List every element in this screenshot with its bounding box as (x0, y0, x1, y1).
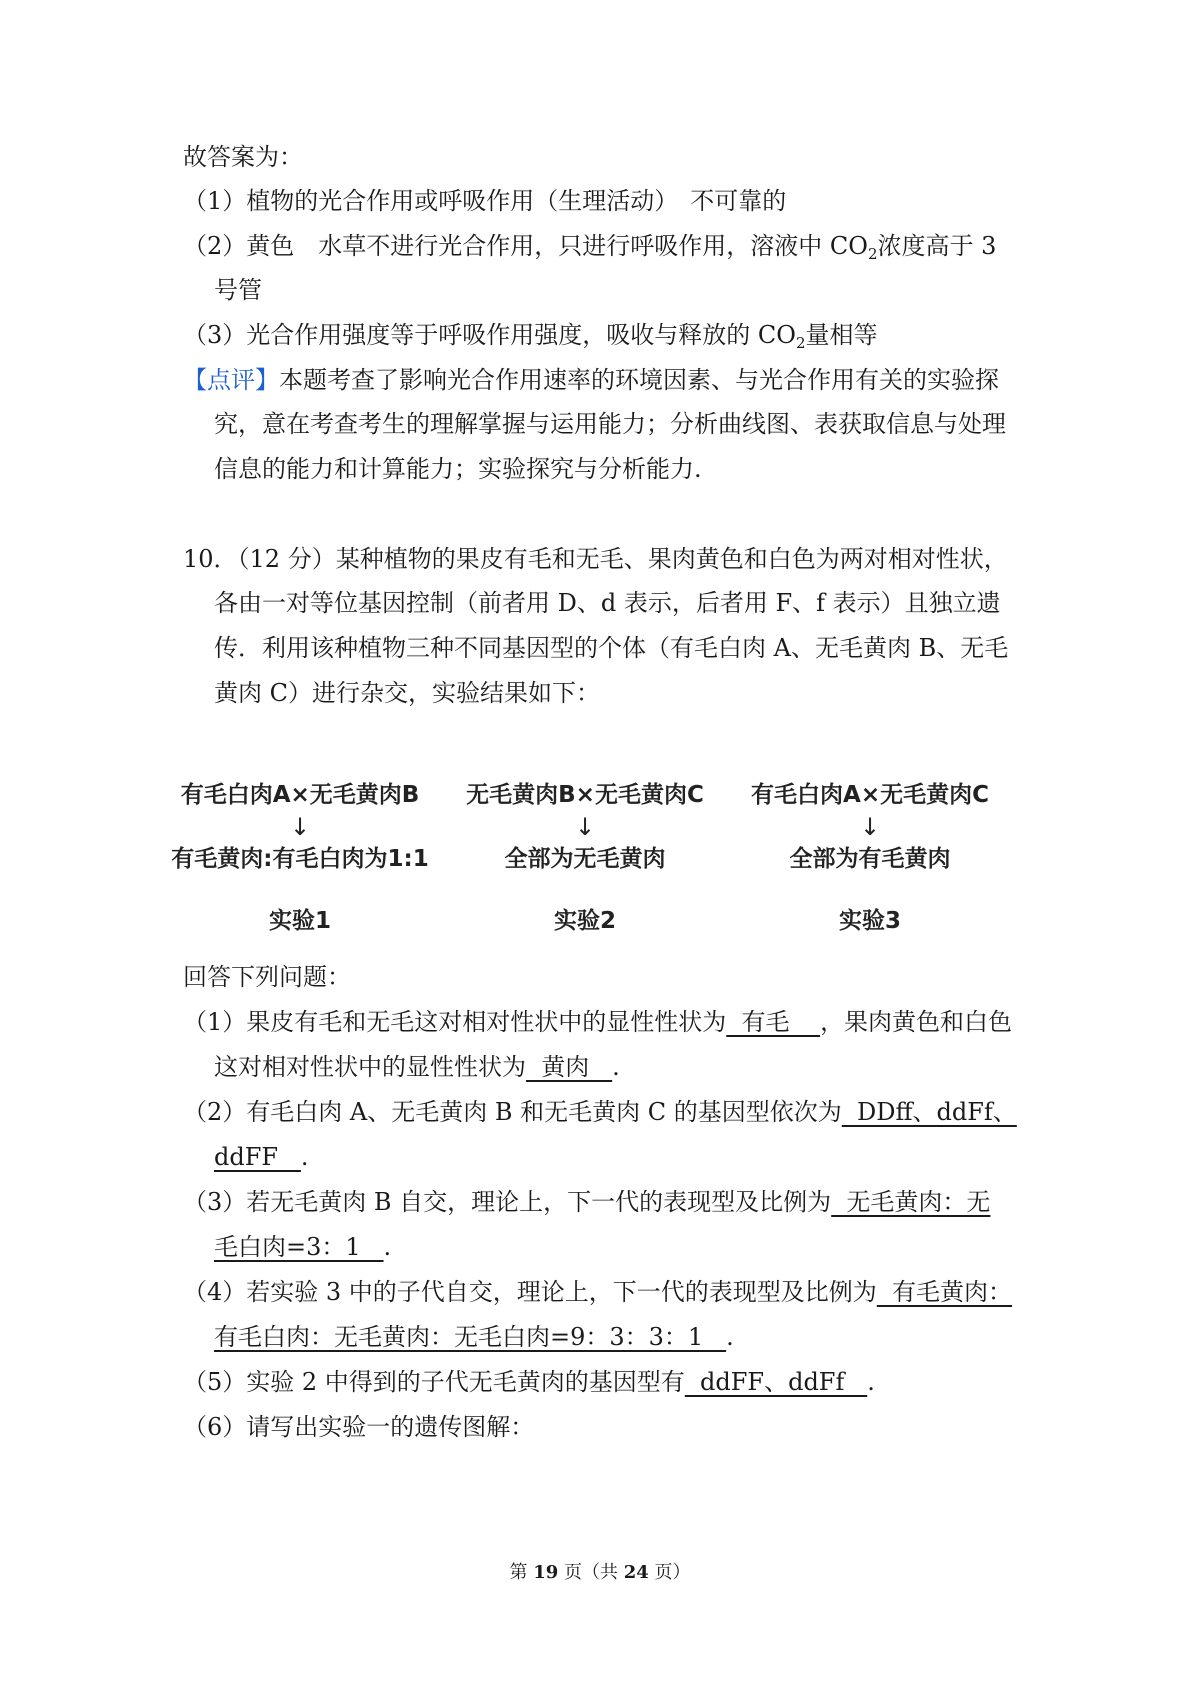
result-label: 全部为无毛黄肉 (504, 846, 666, 872)
q4-end: . (726, 1323, 734, 1351)
q5-text: （5）实验 2 中得到的子代无毛黄肉的基因型有 (183, 1368, 685, 1396)
answer-2-text-end: 浓度高于 3 (877, 232, 997, 260)
page-number: 19 (533, 1562, 559, 1583)
answer-q3-cont (214, 1230, 391, 1264)
down-arrow-icon: ↓ (859, 813, 881, 841)
answer-1: （1）植物的光合作用或呼吸作用（生理活动） 不可靠的 (183, 187, 787, 215)
q4-fill: 有毛黄肉： (876, 1278, 1013, 1306)
q4-text: （4）若实验 3 中的子代自交，理论上，下一代的表现型及比例为 (183, 1278, 877, 1306)
answer-2-cont: 号管 (214, 276, 262, 304)
cross-label: 无毛黄肉B×无毛黄肉C (466, 782, 704, 808)
q3-fill: 无毛黄肉：无 (831, 1188, 991, 1216)
experiment-diagram-3 (720, 778, 1020, 938)
q2-fill: DDff、ddFf、 (841, 1098, 1017, 1126)
comment-label: 【点评】 (183, 366, 279, 394)
result-label: 全部为有毛黄肉 (789, 846, 951, 872)
q3-text: （3）若无毛黄肉 B 自交，理论上，下一代的表现型及比例为 (183, 1188, 832, 1216)
experiment-diagram-1 (150, 778, 450, 938)
q1-text-cont: 这对相对性状中的显性性状为 (214, 1053, 526, 1081)
q5-end: . (867, 1368, 875, 1396)
q5-fill: ddFF、ddFf (684, 1368, 868, 1396)
q1-fill: 有毛 (726, 1008, 821, 1036)
result-label: 有毛黄肉:有毛白肉为1:1 (171, 846, 429, 872)
q1-fill-2: 黄肉 (526, 1053, 613, 1081)
experiment-name: 实验1 (268, 908, 331, 934)
question-line-3: 传．利用该种植物三种不同基因型的个体（有毛白肉 A、无毛黄肉 B、无毛 (214, 634, 1009, 662)
answers-intro: 回答下列问题： (183, 963, 351, 991)
answer-q4 (183, 1275, 1012, 1309)
q1-text-mid: ，果肉黄色和白色 (820, 1008, 1013, 1036)
q2-text: （2）有毛白肉 A、无毛黄肉 B 和无毛黄肉 C 的基因型依次为 (183, 1098, 842, 1126)
page-total: 24 (623, 1562, 649, 1583)
q4-fill-2: 有毛白肉：无毛黄肉：无毛白肉=9：3：3：1 (214, 1323, 727, 1351)
comment-text: 本题考查了影响光合作用速率的环境因素、与光合作用有关的实验探 (279, 366, 999, 394)
experiment-diagram-2 (435, 778, 735, 938)
answer-q6: （6）请写出实验一的遗传图解： (183, 1413, 535, 1441)
comment-line-3: 信息的能力和计算能力；实验探究与分析能力. (214, 455, 702, 483)
comment-line-1 (183, 363, 999, 397)
answer-q2 (183, 1095, 1017, 1129)
experiment-name: 实验3 (838, 908, 901, 934)
answer-2-text: （2）黄色 水草不进行光合作用，只进行呼吸作用，溶液中 CO (183, 232, 868, 260)
q1-text: （1）果皮有毛和无毛这对相对性状中的显性性状为 (183, 1008, 727, 1036)
answer-intro: 故答案为： (183, 143, 303, 171)
question-line-4: 黄肉 C）进行杂交，实验结果如下： (214, 679, 600, 707)
q2-end: . (300, 1143, 309, 1171)
q3-end: . (383, 1233, 392, 1261)
q2-fill-2: ddFF (214, 1143, 301, 1171)
footer-text: 第 (509, 1562, 534, 1583)
cross-label: 有毛白肉A×无毛黄肉B (180, 782, 420, 808)
answer-q5 (183, 1365, 875, 1399)
answer-q3 (183, 1185, 990, 1219)
answer-3-text: （3）光合作用强度等于呼吸作用强度，吸收与释放的 CO (183, 321, 796, 349)
answer-q1 (183, 1005, 1012, 1039)
answer-3 (183, 318, 877, 352)
answer-q2-cont (214, 1140, 309, 1174)
q1-end: . (612, 1053, 620, 1081)
co2-subscript: 2 (795, 334, 806, 352)
down-arrow-icon: ↓ (289, 813, 311, 841)
answer-3-text-end: 量相等 (805, 321, 878, 349)
q3-fill-2: 毛白肉=3：1 (214, 1233, 384, 1261)
question-line-2: 各由一对等位基因控制（前者用 D、d 表示，后者用 F、f 表示）且独立遗 (214, 589, 1001, 617)
down-arrow-icon: ↓ (574, 813, 596, 841)
page-footer (0, 1558, 1200, 1584)
footer-text-mid: 页（共 (558, 1562, 624, 1583)
comment-line-2: 究，意在考查考生的理解掌握与运用能力；分析曲线图、表获取信息与处理 (214, 410, 1006, 438)
co2-subscript: 2 (867, 245, 878, 263)
answer-q4-cont (214, 1320, 734, 1354)
answer-2 (183, 229, 996, 263)
cross-label: 有毛白肉A×无毛黄肉C (751, 782, 989, 808)
answer-q1-cont (214, 1050, 620, 1084)
question-line-1: 10．（12 分）某种植物的果皮有毛和无毛、果肉黄色和白色为两对相对性状， (183, 545, 1008, 573)
footer-text-end: 页） (648, 1562, 691, 1583)
experiment-name: 实验2 (553, 908, 616, 934)
